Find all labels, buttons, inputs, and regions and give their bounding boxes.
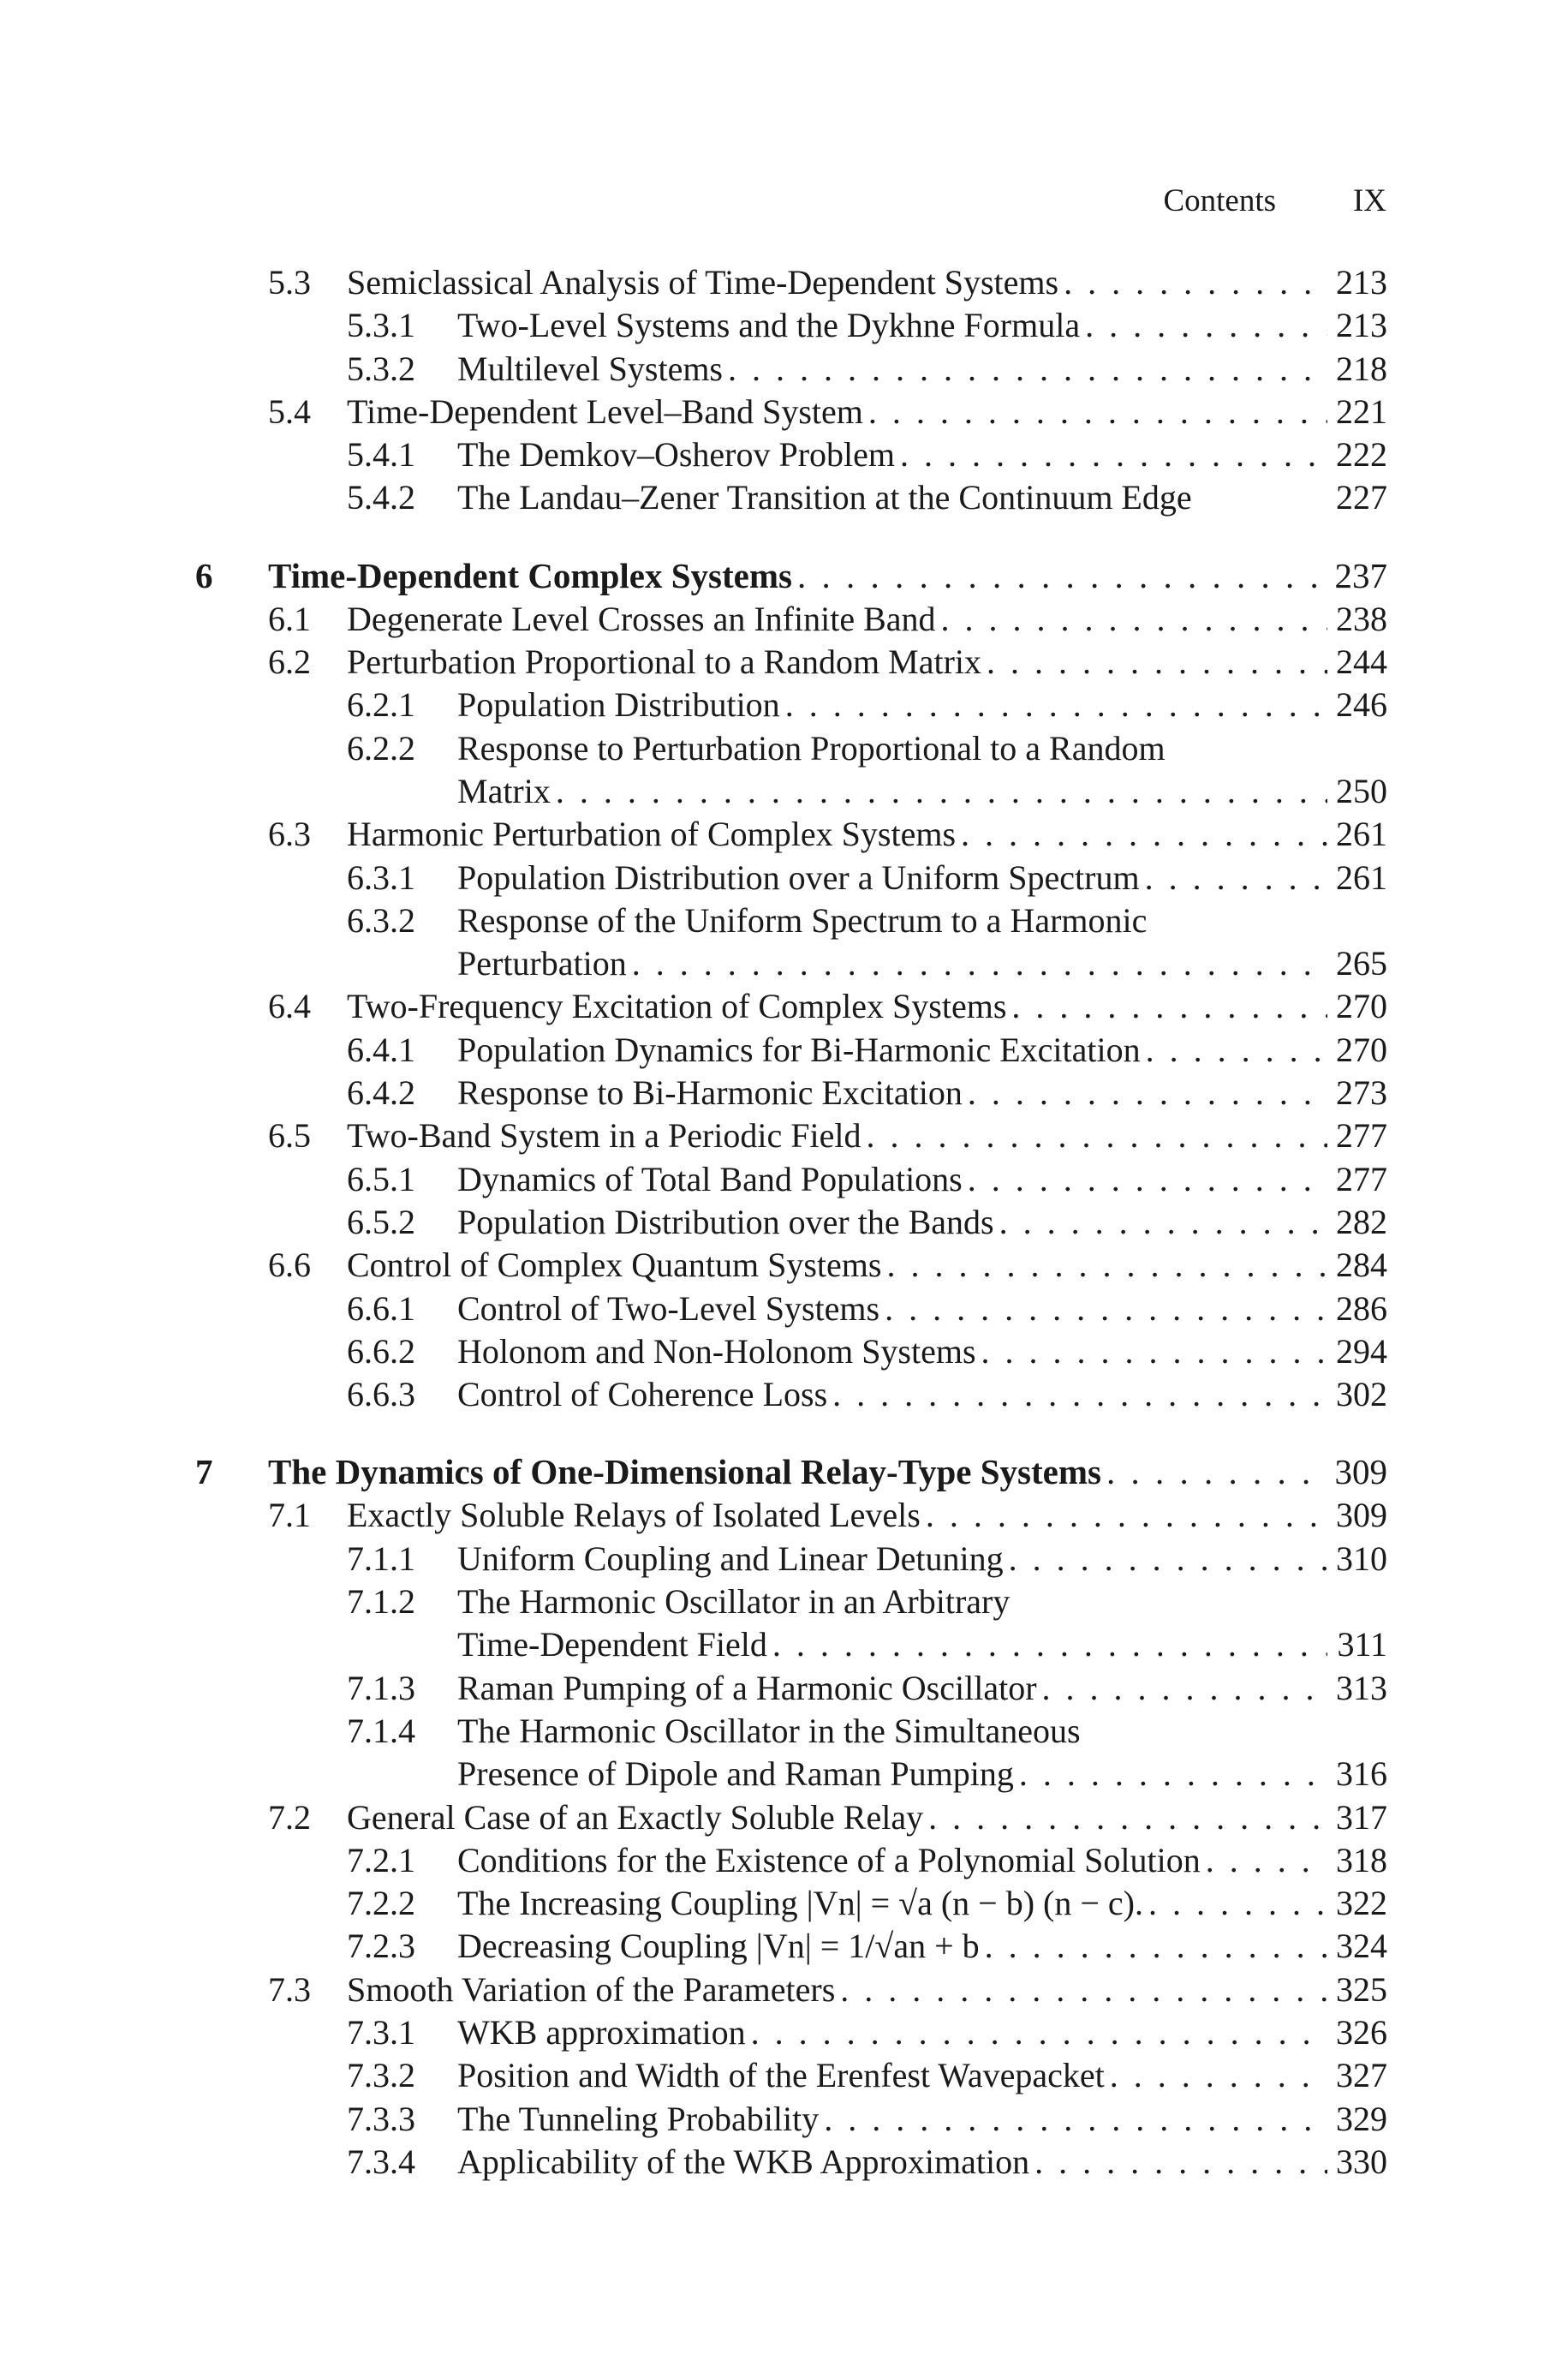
entry-page-number: 326: [1336, 2012, 1387, 2052]
leader-dots: [1064, 261, 1327, 304]
entry-title: Response to Perturbation Proportional to a Random: [457, 728, 1166, 768]
toc-entry[interactable]: [0, 304, 1568, 347]
entry-title: Conditions for the Existence of a Polynomial Solution: [457, 1840, 1201, 1879]
entry-page-number: 227: [1336, 478, 1387, 517]
entry-number: 7.1.4: [347, 1711, 415, 1750]
leader-dots: [926, 1494, 1327, 1537]
entry-number: 5.3: [268, 263, 311, 302]
leader-dots: [1011, 985, 1327, 1028]
entry-page-number: 330: [1336, 2142, 1387, 2181]
entry-number: 6: [195, 555, 213, 595]
toc-entry[interactable]: [0, 391, 1568, 433]
entry-title: Smooth Variation of the Parameters: [347, 1969, 836, 2009]
entry-line: [457, 2054, 1387, 2097]
toc-entry[interactable]: [0, 476, 1568, 519]
entry-number: 7.1: [268, 1496, 311, 1535]
entry-page-number: 244: [1336, 642, 1387, 682]
entry-number: 7.3.1: [347, 2012, 415, 2052]
leader-dots: [1145, 857, 1327, 899]
toc-entry[interactable]: [0, 1882, 1568, 1925]
entry-title: The Harmonic Oscillator in the Simultaneous: [457, 1711, 1081, 1750]
entry-line: [347, 1969, 1387, 2011]
entry-page-number: 324: [1336, 1927, 1387, 1966]
entry-number: 7.1.1: [347, 1539, 415, 1578]
entry-title: Population Distribution: [457, 685, 780, 725]
entry-line: [457, 433, 1387, 476]
leader-dots: [941, 598, 1327, 641]
entry-line: [457, 1201, 1387, 1244]
entry-line: [457, 942, 1387, 985]
toc-entry[interactable]: [0, 899, 1568, 942]
entry-page-number: 213: [1336, 306, 1387, 345]
entry-line: [268, 554, 1387, 597]
toc-entry[interactable]: [0, 684, 1568, 726]
toc-entry[interactable]: [0, 1072, 1568, 1114]
entry-page-number: 277: [1336, 1116, 1387, 1156]
toc-entry[interactable]: [0, 2054, 1568, 2097]
entry-number: 6.2.1: [347, 685, 415, 725]
entry-page-number: 302: [1336, 1375, 1387, 1414]
entry-line: [457, 857, 1387, 899]
entry-page-number: 311: [1337, 1625, 1387, 1664]
entry-page-number: 273: [1336, 1073, 1387, 1113]
toc-entry[interactable]: [0, 1710, 1568, 1753]
entry-title: Two-Band System in a Periodic Field: [347, 1116, 862, 1156]
entry-page-number: 318: [1336, 1840, 1387, 1879]
toc-entry[interactable]: [0, 348, 1568, 391]
entry-title: Response to Bi-Harmonic Excitation: [457, 1073, 963, 1113]
entry-number: 6.4: [268, 987, 311, 1026]
entry-page-number: 277: [1336, 1159, 1387, 1198]
leader-dots: [1085, 304, 1327, 347]
entry-number: 6.3.1: [347, 857, 415, 897]
entry-number: 6.4.2: [347, 1073, 415, 1113]
toc-entry[interactable]: [0, 1623, 1568, 1666]
entry-title: Two-Level Systems and the Dykhne Formula: [457, 306, 1081, 345]
entry-line: [457, 304, 1387, 347]
leader-dots: [751, 2011, 1327, 2054]
entry-title: Degenerate Level Crosses an Infinite Band: [347, 599, 936, 638]
leader-dots: [1034, 2141, 1327, 2184]
toc-entry[interactable]: [0, 1494, 1568, 1537]
entry-page-number: 294: [1336, 1331, 1387, 1371]
entry-title: The Tunneling Probability: [457, 2099, 820, 2138]
entry-line: [347, 813, 1387, 856]
toc-entry[interactable]: [0, 942, 1568, 985]
entry-line: [347, 1796, 1387, 1839]
entry-title: The Harmonic Oscillator in an Arbitrary: [457, 1582, 1011, 1622]
leader-dots: [1106, 1450, 1327, 1493]
leader-dots: [981, 1330, 1327, 1373]
entry-title: Response of the Uniform Spectrum to a Harmonic: [457, 900, 1148, 940]
entry-line: [457, 476, 1387, 519]
entry-line: [457, 1288, 1387, 1330]
leader-dots: [1009, 1538, 1327, 1580]
toc-entry[interactable]: [0, 2141, 1568, 2184]
toc-entry[interactable]: [0, 1201, 1568, 1244]
entry-page-number: 329: [1336, 2099, 1387, 2138]
entry-line: [347, 641, 1387, 684]
entry-line: [347, 985, 1387, 1028]
entry-page-number: 286: [1336, 1288, 1387, 1328]
entry-line: [457, 1072, 1387, 1114]
entry-line: [457, 727, 1387, 770]
entry-page-number: 238: [1336, 599, 1387, 638]
entry-title: The Demkov–Osherov Problem: [457, 435, 896, 475]
entry-page-number: 261: [1336, 857, 1387, 897]
toc-entry[interactable]: [0, 1969, 1568, 2011]
entry-page-number: 261: [1336, 815, 1387, 854]
leader-dots: [832, 1373, 1327, 1416]
running-header: [0, 182, 1568, 230]
toc-entry[interactable]: [0, 727, 1568, 770]
entry-title: Multilevel Systems: [457, 349, 723, 388]
entry-page-number: 270: [1336, 1030, 1387, 1069]
entry-title: Holonom and Non-Holonom Systems: [457, 1331, 976, 1371]
toc-entry[interactable]: [0, 770, 1568, 813]
leader-dots: [1019, 1753, 1327, 1795]
entry-number: 6.6.3: [347, 1375, 415, 1414]
leader-dots: [1110, 2054, 1327, 2097]
section-gap: [0, 1416, 1568, 1450]
leader-dots: [1146, 1029, 1327, 1072]
leader-dots: [985, 1925, 1327, 1968]
entry-page-number: 309: [1336, 1496, 1387, 1535]
entry-line: [347, 1244, 1387, 1287]
entry-number: 6.2: [268, 642, 311, 682]
entry-title: Perturbation: [457, 944, 627, 983]
entry-title: Matrix: [457, 771, 551, 810]
leader-dots: [1042, 1667, 1327, 1710]
entry-title: Time-Dependent Level–Band System: [347, 391, 863, 431]
entry-page-number: 213: [1336, 263, 1387, 302]
entry-line: [457, 1882, 1387, 1925]
entry-number: 6.3.2: [347, 900, 415, 940]
leader-dots: [968, 1158, 1327, 1201]
leader-dots: [785, 684, 1327, 726]
entry-page-number: 221: [1336, 391, 1387, 431]
toc-entry[interactable]: [0, 433, 1568, 476]
toc-entry[interactable]: [0, 641, 1568, 684]
leader-dots: [840, 1969, 1327, 2011]
toc-entry[interactable]: [0, 1925, 1568, 1968]
toc-entry[interactable]: [0, 1330, 1568, 1373]
entry-line: [457, 2098, 1387, 2141]
entry-number: 6.5.2: [347, 1202, 415, 1241]
entry-page-number: 270: [1336, 987, 1387, 1026]
entry-title: Dynamics of Total Band Populations: [457, 1159, 963, 1198]
toc-entry[interactable]: [0, 1839, 1568, 1882]
entry-title: Position and Width of the Erenfest Wavepacket: [457, 2056, 1105, 2095]
entry-number: 7.1.3: [347, 1668, 415, 1707]
entry-page-number: 265: [1336, 944, 1387, 983]
leader-dots: [987, 641, 1327, 684]
entry-line: [347, 261, 1387, 304]
toc-entry[interactable]: [0, 1667, 1568, 1710]
entry-line: [347, 1114, 1387, 1157]
entry-number: 5.4.1: [347, 435, 415, 475]
entry-number: 7.2.3: [347, 1927, 415, 1966]
entry-number: 6.1: [268, 599, 311, 638]
toc-entry[interactable]: [0, 1244, 1568, 1287]
header-title: Contents: [1163, 183, 1276, 218]
entry-title: WKB approximation: [457, 2012, 746, 2052]
entry-number: 6.5.1: [347, 1159, 415, 1198]
entry-number: 5.3.2: [347, 349, 415, 388]
leader-dots: [928, 1796, 1327, 1839]
entry-number: 7.1.2: [347, 1582, 415, 1622]
entry-page-number: 316: [1336, 1754, 1387, 1794]
entry-title: Semiclassical Analysis of Time-Dependent Systems: [347, 263, 1059, 302]
toc-entry[interactable]: [0, 261, 1568, 304]
entry-number: 6.4.1: [347, 1030, 415, 1069]
leader-dots: [885, 1288, 1327, 1330]
entry-line: [457, 1538, 1387, 1580]
section-gap: [0, 520, 1568, 554]
leader-dots: [824, 2098, 1327, 2141]
entry-number: 5.4.2: [347, 478, 415, 517]
entry-line: [347, 1494, 1387, 1537]
entry-line: [457, 1623, 1387, 1666]
entry-title: The Increasing Coupling |Vn| = √a (n − b) (n − c).: [457, 1884, 1143, 1923]
entry-title: Decreasing Coupling |Vn| = 1/√an + b: [457, 1927, 980, 1966]
header-page-number: IX: [1352, 183, 1386, 218]
entry-page-number: 325: [1336, 1969, 1387, 2009]
entry-line: [457, 1330, 1387, 1373]
entry-page-number: 237: [1334, 555, 1387, 595]
entry-title: Control of Complex Quantum Systems: [347, 1246, 882, 1285]
entry-number: 7.2.1: [347, 1840, 415, 1879]
toc-entry[interactable]: [0, 1158, 1568, 1201]
entry-page-number: 284: [1336, 1246, 1387, 1285]
entry-line: [457, 1580, 1387, 1623]
entry-title: The Landau–Zener Transition at the Continuum Edge: [457, 478, 1192, 517]
entry-line: [457, 348, 1387, 391]
entry-number: 7.3.2: [347, 2056, 415, 2095]
entry-title: The Dynamics of One-Dimensional Relay-Type Systems: [268, 1452, 1101, 1492]
leader-dots: [900, 433, 1327, 476]
toc-entry[interactable]: [0, 1029, 1568, 1072]
leader-dots: [968, 1072, 1327, 1114]
toc-entry[interactable]: [0, 1538, 1568, 1580]
entry-number: 6.6: [268, 1246, 311, 1285]
entry-line: [347, 598, 1387, 641]
entry-title: Time-Dependent Complex Systems: [268, 555, 792, 595]
entry-line: [457, 1029, 1387, 1072]
entry-line: [457, 1667, 1387, 1710]
leader-dots: [632, 942, 1327, 985]
entry-number: 6.2.2: [347, 728, 415, 768]
leader-dots: [556, 770, 1327, 813]
leader-dots: [866, 1114, 1327, 1157]
entry-line: [457, 684, 1387, 726]
toc-entry[interactable]: [0, 1288, 1568, 1330]
toc-entry[interactable]: [0, 813, 1568, 856]
entry-title: Control of Coherence Loss: [457, 1375, 828, 1414]
entry-title: Exactly Soluble Relays of Isolated Levels: [347, 1496, 921, 1535]
entry-page-number: 222: [1336, 435, 1387, 475]
entry-page-number: 313: [1336, 1668, 1387, 1707]
toc-entry[interactable]: [0, 2098, 1568, 2141]
leader-dots: [772, 1623, 1327, 1666]
entry-page-number: 246: [1336, 685, 1387, 725]
entry-title: Population Distribution over a Uniform Spectrum: [457, 857, 1140, 897]
entry-number: 7.3: [268, 1969, 311, 2009]
leader-dots: [797, 554, 1327, 597]
toc-entry[interactable]: [0, 1753, 1568, 1795]
entry-page-number: 309: [1334, 1452, 1387, 1492]
entry-number: 6.6.2: [347, 1331, 415, 1371]
table-of-contents: [0, 261, 1568, 2184]
toc-entry[interactable]: [0, 857, 1568, 899]
entry-number: 7.3.3: [347, 2099, 415, 2138]
entry-page-number: 218: [1336, 349, 1387, 388]
entry-line: [268, 1450, 1387, 1493]
entry-number: 7.2.2: [347, 1884, 415, 1923]
entry-title: Population Dynamics for Bi-Harmonic Excitation: [457, 1030, 1141, 1069]
entry-page-number: 250: [1336, 771, 1387, 810]
entry-title: Control of Two-Level Systems: [457, 1288, 880, 1328]
entry-line: [457, 899, 1387, 942]
entry-line: [457, 1158, 1387, 1201]
entry-line: [457, 1710, 1387, 1753]
toc-chapter-entry[interactable]: [0, 1450, 1568, 1494]
leader-dots: [868, 391, 1327, 433]
leader-dots: [886, 1244, 1327, 1287]
entry-title: Perturbation Proportional to a Random Matrix: [347, 642, 981, 682]
toc-entry[interactable]: [0, 1373, 1568, 1416]
toc-entry[interactable]: [0, 985, 1568, 1028]
entry-number: 6.6.1: [347, 1288, 415, 1328]
entry-number: 7.3.4: [347, 2142, 415, 2181]
entry-number: 7: [195, 1452, 213, 1492]
toc-chapter-entry[interactable]: [0, 554, 1568, 598]
toc-entry[interactable]: [0, 598, 1568, 641]
leader-dots: [728, 348, 1327, 391]
entry-title: Raman Pumping of a Harmonic Oscillator: [457, 1668, 1037, 1707]
entry-line: [457, 1753, 1387, 1795]
entry-line: [457, 2011, 1387, 2054]
leader-dots: [1206, 1839, 1327, 1882]
entry-title: Applicability of the WKB Approximation: [457, 2142, 1030, 2181]
leader-dots: [999, 1201, 1327, 1244]
entry-title: Population Distribution over the Bands: [457, 1202, 994, 1241]
entry-page-number: 317: [1336, 1797, 1387, 1837]
entry-page-number: 282: [1336, 1202, 1387, 1241]
entry-title: General Case of an Exactly Soluble Relay: [347, 1797, 924, 1837]
entry-title: Presence of Dipole and Raman Pumping: [457, 1754, 1014, 1794]
toc-entry[interactable]: [0, 1580, 1568, 1623]
leader-dots: [1148, 1882, 1327, 1925]
entry-line: [457, 1925, 1387, 1968]
entry-title: Two-Frequency Excitation of Complex Systems: [347, 987, 1007, 1026]
entry-page-number: 327: [1336, 2056, 1387, 2095]
entry-line: [457, 2141, 1387, 2184]
entry-number: 6.5: [268, 1116, 311, 1156]
entry-line: [457, 770, 1387, 813]
entry-title: Harmonic Perturbation of Complex Systems: [347, 815, 957, 854]
entry-number: 7.2: [268, 1797, 311, 1837]
leader-dots: [961, 813, 1327, 856]
entry-line: [457, 1839, 1387, 1882]
entry-title: Time-Dependent Field: [457, 1625, 767, 1664]
entry-line: [457, 1373, 1387, 1416]
entry-title: Uniform Coupling and Linear Detuning: [457, 1539, 1004, 1578]
toc-entry[interactable]: [0, 1114, 1568, 1157]
entry-page-number: 322: [1336, 1884, 1387, 1923]
entry-page-number: 310: [1336, 1539, 1387, 1578]
entry-line: [347, 391, 1387, 433]
entry-number: 6.3: [268, 815, 311, 854]
entry-number: 5.3.1: [347, 306, 415, 345]
toc-entry[interactable]: [0, 1796, 1568, 1839]
toc-entry[interactable]: [0, 2011, 1568, 2054]
entry-number: 5.4: [268, 391, 311, 431]
